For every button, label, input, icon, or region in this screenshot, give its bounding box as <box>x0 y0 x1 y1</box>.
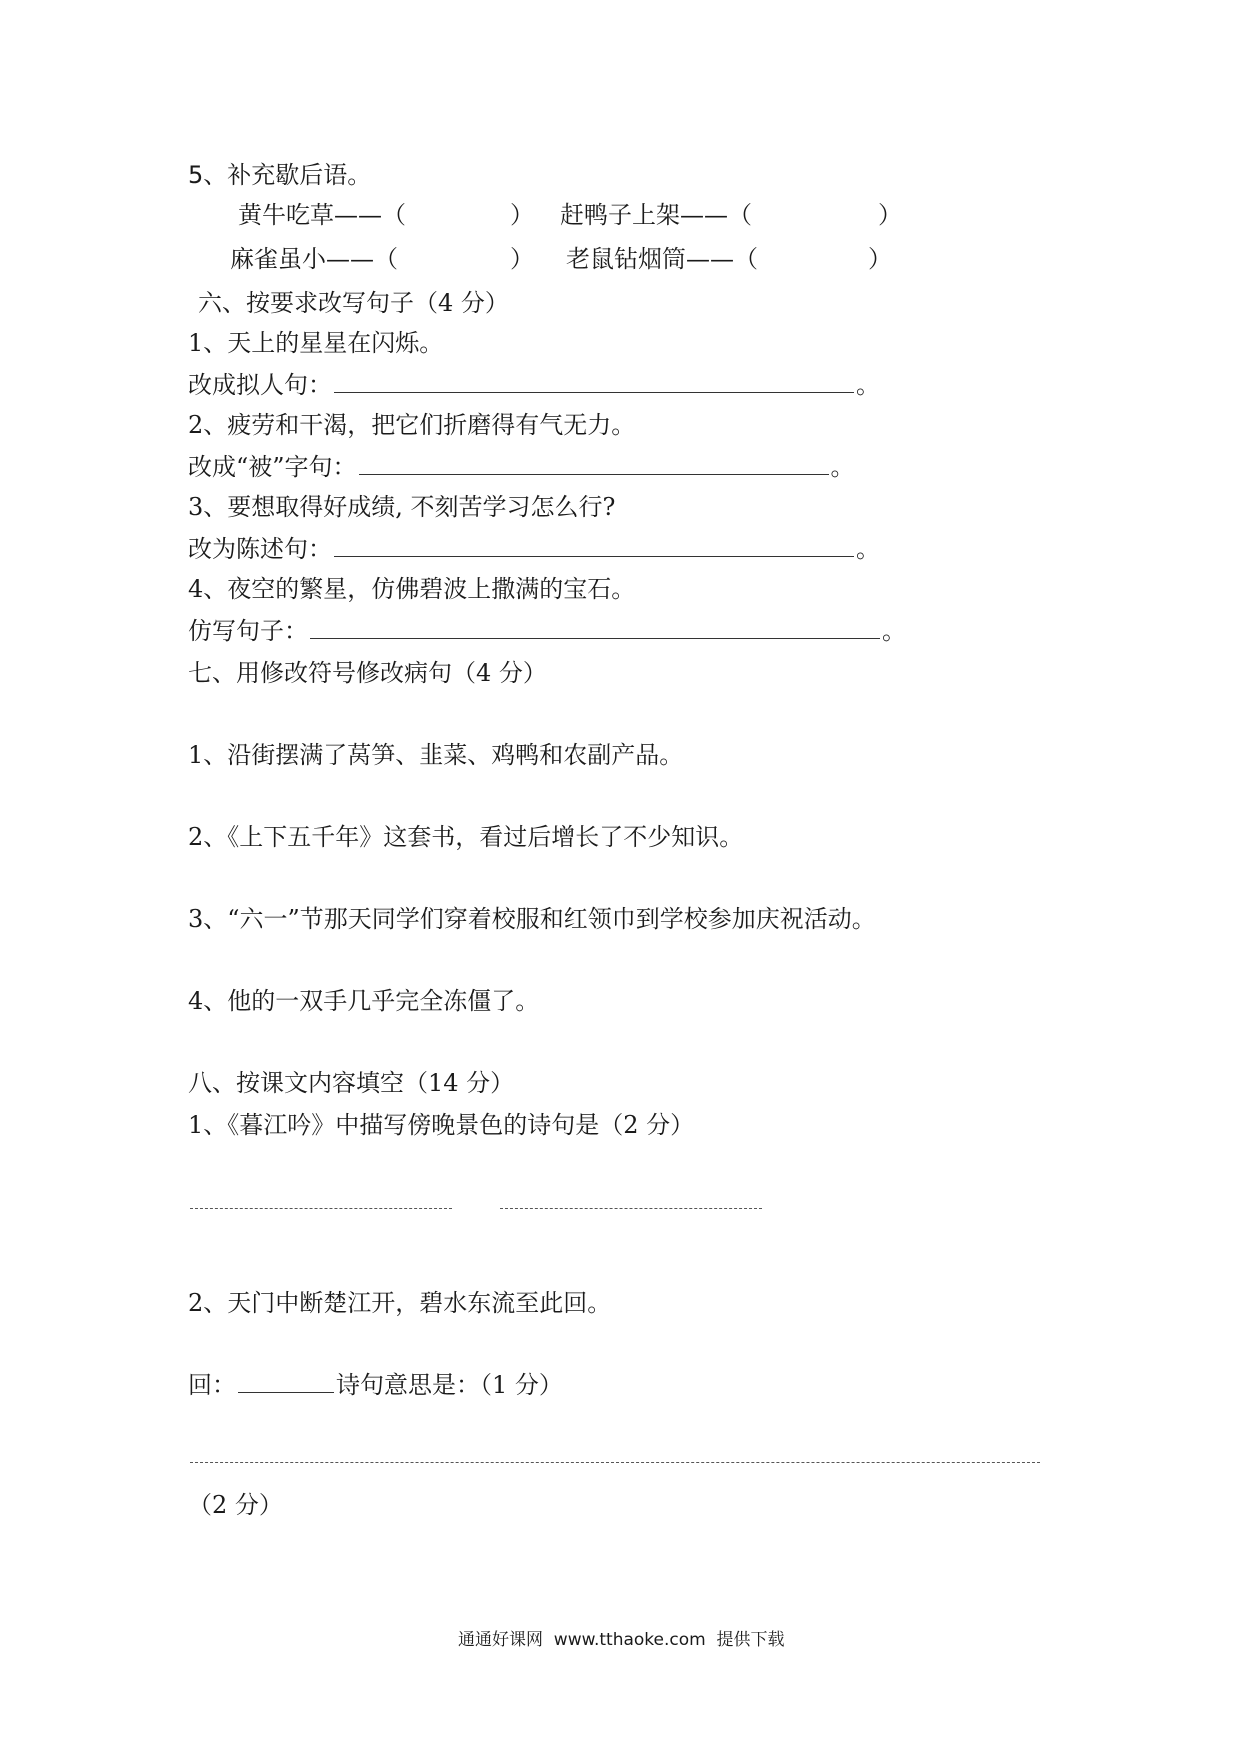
rewrite-question-4: 4、夜空的繁星，仿佛碧波上撒满的宝石。 <box>188 575 636 603</box>
section-7-title: 七、用修改符号修改病句（4 分） <box>188 659 547 687</box>
xiehouyu-4: 老鼠钻烟筒——（ <box>566 245 758 273</box>
xiehouyu-1: 黄牛吃草——（ <box>238 201 406 229</box>
sick-sentence-4: 4、他的一双手几乎完全冻僵了。 <box>188 987 540 1015</box>
poem-answer-blank-left[interactable] <box>190 1208 452 1209</box>
xiehouyu-4-close: ） <box>868 245 892 273</box>
poem-meaning-blank[interactable] <box>190 1462 1040 1463</box>
poem-question-2: 2、天门中断楚江开，碧水东流至此回。 <box>188 1289 612 1317</box>
poem-answer-blank-right[interactable] <box>500 1208 762 1209</box>
xiehouyu-2-close: ） <box>878 201 902 229</box>
poem-points: （2 分） <box>188 1491 283 1519</box>
xiehouyu-1-close: ） <box>510 201 534 229</box>
rewrite-answer-3: 改为陈述句： 。 <box>188 535 880 563</box>
poem-hui-line: 回： 诗句意思是：（1 分） <box>188 1371 563 1399</box>
answer-blank-4[interactable] <box>310 618 880 639</box>
sick-sentence-2: 2、《上下五千年》这套书，看过后增长了不少知识。 <box>188 823 744 851</box>
rewrite-answer-4: 仿写句子： 。 <box>188 617 906 645</box>
section-8-title: 八、按课文内容填空（14 分） <box>188 1069 515 1097</box>
rewrite-question-2: 2、疲劳和干渴，把它们折磨得有气无力。 <box>188 411 636 439</box>
hui-meaning-blank[interactable] <box>238 1372 334 1393</box>
xiehouyu-3-close: ） <box>510 245 534 273</box>
answer-blank-1[interactable] <box>334 372 854 393</box>
rewrite-question-1: 1、天上的星星在闪烁。 <box>188 329 444 357</box>
poem-question-1: 1、《暮江吟》中描写傍晚景色的诗句是（2 分） <box>188 1111 695 1139</box>
xiehouyu-2: 赶鸭子上架——（ <box>560 201 752 229</box>
sick-sentence-1: 1、沿街摆满了莴笋、韭菜、鸡鸭和农副产品。 <box>188 741 684 769</box>
answer-blank-2[interactable] <box>359 454 829 475</box>
page-footer: 通通好课网 www.tthaoke.com 提供下载 <box>458 1630 785 1650</box>
sick-sentence-3: 3、“六一”节那天同学们穿着校服和红领巾到学校参加庆祝活动。 <box>188 905 876 933</box>
section-5-title: 5、补充歇后语。 <box>188 161 372 189</box>
answer-blank-3[interactable] <box>334 536 854 557</box>
rewrite-answer-1: 改成拟人句： 。 <box>188 371 880 399</box>
rewrite-answer-2: 改成“被”字句： 。 <box>188 453 855 481</box>
rewrite-question-3: 3、要想取得好成绩, 不刻苦学习怎么行? <box>188 493 616 521</box>
section-6-title: 六、按要求改写句子（4 分） <box>198 289 509 317</box>
xiehouyu-3: 麻雀虽小——（ <box>230 245 398 273</box>
